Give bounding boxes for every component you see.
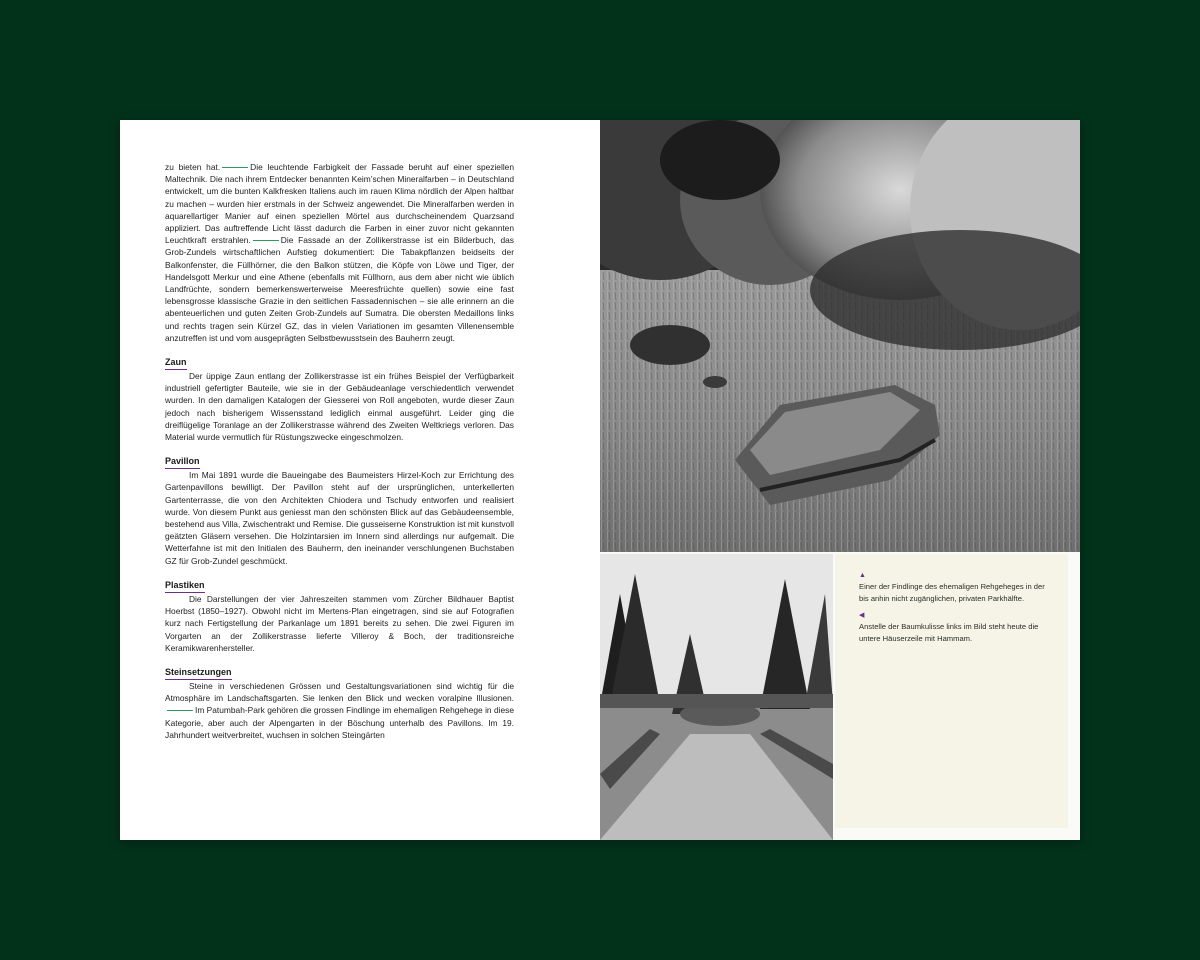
heading-steinsetzungen: Steinsetzungen: [165, 666, 232, 680]
left-page: [120, 120, 600, 840]
paragraph-zaun-text: Der üppige Zaun entlang der Zollikerstrasse ist ein frühes Beispiel der Verfügbarkeit industriell gefertigter Bauteile, wie sie in der Gebäudeanlage verschiedentlich verwendet wurden. In den damaligen Katalogen der Giesserei von Roll angeboten, wurde dieser Zaun jedoch nach bisherigem Wissensstand lediglich einmal ausgeführt. Leider ging die dreiflügelige Toranlage an der Zollikerstrasse während des Zweiten Weltkriegs verloren. Das Material wurde vermutlich für Rüstungszwecke eingeschmolzen.: [165, 371, 514, 443]
paragraph-steinsetzungen: [165, 680, 514, 741]
paragraph-plastiken: [165, 593, 514, 654]
heading-pavillon: Pavillon: [165, 455, 200, 469]
section-dash: [253, 240, 279, 241]
intro-paragraph: [165, 161, 514, 344]
triangle-up-icon: ▲: [859, 572, 866, 579]
section-zaun: [165, 344, 514, 370]
caption-content: [859, 571, 1049, 645]
paragraph-steinsetzungen-text-2: Im Patumbah-Park gehören die grossen Findlinge im ehemaligen Rehgehege in diese Kategorie, aber auch der Alpengarten in der Böschung unterhalb des Pavillons. Im 19. Jahrhundert weitverbreitet, wuchsen in solchen Steingärten: [165, 705, 514, 740]
intro-text-1: zu bieten hat.: [165, 162, 221, 172]
section-dash: [222, 167, 248, 168]
meadow-boulder-illustration: [600, 120, 1080, 552]
heading-plastiken: Plastiken: [165, 579, 205, 593]
paragraph-pavillon-text: Im Mai 1891 wurde die Baueingabe des Baumeisters Hirzel-Koch zur Errichtung des Gartenpavillons bewilligt. Der Pavillon steht auf der ursprünglichen, unterkellerten Gartenterrasse, die von den Architekten Chiodera und Tschudy entworfen und realisiert wurde. Von diesem Punkt aus geniesst man den schönsten Blick auf das Gebäudeensemble, bestehend aus Villa, Zwischentrakt und Remise. Die gusseiserne Konstruktion ist mit kunstvoll geätzten Gläsern versehen. Die Holzintarsien im Innern sind allerdings nur aufgemalt. Die Wetterfahne ist mit den Initialen des Bauherrn, den ineinander verschlungenen Buchstaben GZ für Grob-Zundel geschmückt.: [165, 470, 514, 566]
section-steinsetzungen: [165, 654, 514, 680]
paragraph-plastiken-text: Die Darstellungen der vier Jahreszeiten stammen vom Zürcher Bildhauer Baptist Hoerbst (1850–1927). Obwohl nicht im Mertens-Plan eingetragen, sind sie auf Fotografien kurz nach Fertigstellung der Parkanlage um 1891 bereits zu sehen. Die zwei Figuren im Vorgarten an der Zollikerstrasse lieferte Villeroy & Boch, der traditionsreiche Keramikwarenhersteller.: [165, 593, 514, 653]
book-spread: [120, 120, 1080, 840]
caption-left-photo: Anstelle der Baumkulisse links im Bild steht heute die untere Häuserzeile mit Hammam.: [859, 622, 1039, 643]
section-pavillon: [165, 443, 514, 469]
photo-park-path: [600, 554, 833, 840]
heading-zaun: Zaun: [165, 356, 187, 370]
intro-text-2: Die leuchtende Farbigkeit der Fassade beruht auf einer speziellen Maltechnik. Die nach ihrem Entdecker benannten Keim’schen Mineralfarben – in Deutschland entwickelt, um die bunten Kalkfresken Italiens auch im rauen Klima nördlich der Alpen haltbar zu machen – wurden hier erstmals in der Schweiz angewendet. Die Mineralfarben werden in aquarellartiger Manier auf einen speziellen Mörtel aus durchscheinendem Quarzsand appliziert. Das auftreffende Licht lässt dadurch die Farben in einer zuvor nicht gekannten Leuchtkraft erstrahlen.: [165, 162, 514, 246]
right-page: [600, 120, 1080, 840]
body-text-column: [165, 161, 514, 741]
caption-panel: [835, 554, 1068, 828]
paragraph-steinsetzungen-text-1: Steine in verschiedenen Grössen und Gestaltungsvariationen sind wichtig für die Atmosphäre im Landschaftsgarten. Sie lenken den Blick und wecken voralpine Illusionen.: [165, 680, 514, 704]
intro-text-3: Die Fassade an der Zollikerstrasse ist ein Bilderbuch, das Grob-Zundels wirtschaftlichen Aufstieg dokumentiert: Die Tabakpflanzen beidseits der Balkonfenster, die Füllhörner, die den Balkon stützen, die Köpfe von Löwe und Tiger, der Handelsgott Merkur und eine Athene (ebenfalls mit Füllhorn, aus dem aber nicht wie üblich Landfrüchte, sondern bemerkenswerterweise Meeresfrüchte quellen) sowie eine fast lebensgrosse klassische Grazie in den seitlichen Fassadennischen – sie alle erinnern an die abenteuerlichen und guten Zeiten Grob-Zundels auf Sumatra. Die obersten Medaillons links und rechts tragen sein Kürzel GZ, das in vielen Variationen im gesamten Villenensemble anzutreffen ist und vom ausgeprägten Selbstbewusstsein des Bauherrn zeugt.: [165, 235, 514, 343]
paragraph-pavillon: [165, 469, 514, 567]
section-plastiken: [165, 567, 514, 593]
caption-top-photo: Einer der Findlinge des ehemaligen Rehgeheges in der bis anhin nicht zugänglichen, privaten Parkhälfte.: [859, 582, 1045, 603]
triangle-left-icon: ◀: [859, 612, 865, 619]
photo-meadow-boulder: [600, 120, 1080, 552]
park-path-illustration: [600, 554, 833, 840]
section-dash: [167, 710, 193, 711]
paragraph-zaun: [165, 370, 514, 443]
